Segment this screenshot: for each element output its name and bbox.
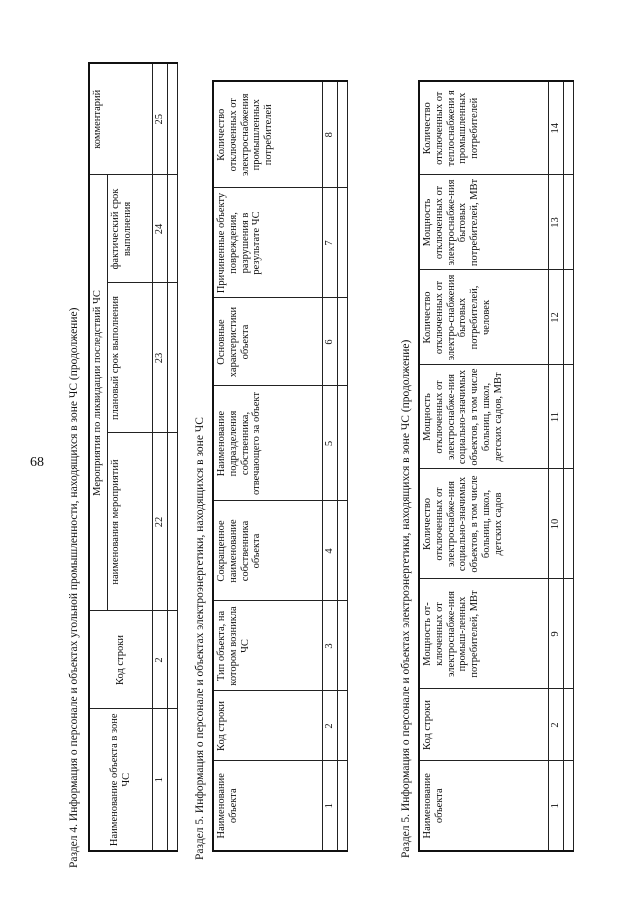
s4-number-row	[153, 63, 168, 851]
s5b-num: 12	[549, 270, 564, 365]
s5b-num: 2	[549, 689, 564, 761]
s5b-header: Мощность отключенных от электроснабже-ния социально-значимых объектов, в том числе больниц, школ, детских садов, МВт	[419, 365, 549, 469]
s5a-header: Количество отключенных от электроснабжения промышленных потребителей	[213, 81, 323, 188]
section5b-caption: Раздел 5. Информация о персонале и объектах электроэнергетики, находящихся в зоне ЧС (продолжение)	[400, 339, 412, 858]
s4-num: 1	[153, 709, 168, 851]
s5a-header: Причиненные объекту повреждения, разрушения в результате ЧС	[213, 188, 323, 298]
section5a-caption: Раздел 5. Информация о персонале и объектах электроэнергетики, находящихся в зоне ЧС	[194, 417, 206, 860]
s5a-num: 7	[323, 188, 338, 298]
section4-table	[88, 62, 178, 852]
section5a-table-wrap	[212, 80, 348, 852]
s4-header-measures: наименования мероприятий	[108, 433, 153, 611]
s5b-num: 13	[549, 175, 564, 270]
s5b-header: Количество отключенных от электро-снабжения бытовых потребителей, человек	[419, 270, 549, 365]
s5a-num: 2	[323, 691, 338, 761]
s5a-header: Основные характеристики объекта	[213, 298, 323, 386]
s4-header-comment: комментарий	[89, 63, 153, 175]
s5b-header: Количество отключенных от электроснабже-ния социально-значимых объектов, в том числе больниц, школ, детских садов	[419, 469, 549, 579]
s5a-num: 1	[323, 761, 338, 851]
s5a-header: Наименование подразделения собственника, отвечающего за объект	[213, 386, 323, 501]
s5a-header: Сокращенное наименование собственника объекта	[213, 501, 323, 601]
section5a-table	[212, 80, 348, 852]
section4-caption: Раздел 4. Информация о персонале и объектах угольной промышленности, находящихся в зоне ЧС (продолжение)	[68, 307, 80, 868]
s5b-header: Мощность от-ключенных от электроснабже-ния промыш-ленных потребителей, МВт	[419, 579, 549, 689]
s4-header-planned: плановый срок выполнения	[108, 283, 153, 433]
s5b-num: 11	[549, 365, 564, 469]
s4-num: 23	[153, 283, 168, 433]
s4-num: 22	[153, 433, 168, 611]
s4-header-actual: фактический срок выполнения	[108, 175, 153, 283]
s5b-header: Мощность отключенных от электроснабже-ния бытовых потребителей, МВт	[419, 175, 549, 270]
s5a-header: Тип объекта, на котором возникла ЧС	[213, 601, 323, 691]
section4-table-wrap	[88, 62, 178, 852]
s4-num: 25	[153, 63, 168, 175]
section5b-table-wrap	[418, 80, 574, 852]
s5b-num: 1	[549, 761, 564, 851]
s5b-empty-row	[564, 81, 574, 851]
s5a-header: Наименование объекта	[213, 761, 323, 851]
s5b-num: 10	[549, 469, 564, 579]
s4-header-code: Код строки	[89, 611, 153, 709]
s5b-header: Наименование объекта	[419, 761, 549, 851]
section5b-table	[418, 80, 574, 852]
s4-empty-row	[168, 63, 178, 851]
s5a-empty-row	[338, 81, 348, 851]
s5a-num: 6	[323, 298, 338, 386]
page-number: 68	[30, 455, 44, 470]
s4-header-name: Наименование объекта в зоне ЧС	[89, 709, 153, 851]
s5a-num: 8	[323, 81, 338, 188]
s5a-num: 3	[323, 601, 338, 691]
s5a-number-row	[323, 81, 338, 851]
s4-header-group: Мероприятия по ликвидации последствий ЧС	[89, 175, 108, 611]
s5b-num: 9	[549, 579, 564, 689]
s5b-number-row	[549, 81, 564, 851]
s5b-header: Количество отключенных от теплоснабжени я промышленных потребителей	[419, 81, 549, 175]
s5b-num: 14	[549, 81, 564, 175]
s5a-header: Код строки	[213, 691, 323, 761]
s5b-header: Код строки	[419, 689, 549, 761]
s4-num: 2	[153, 611, 168, 709]
s4-num: 24	[153, 175, 168, 283]
s5a-num: 4	[323, 501, 338, 601]
s5a-num: 5	[323, 386, 338, 501]
